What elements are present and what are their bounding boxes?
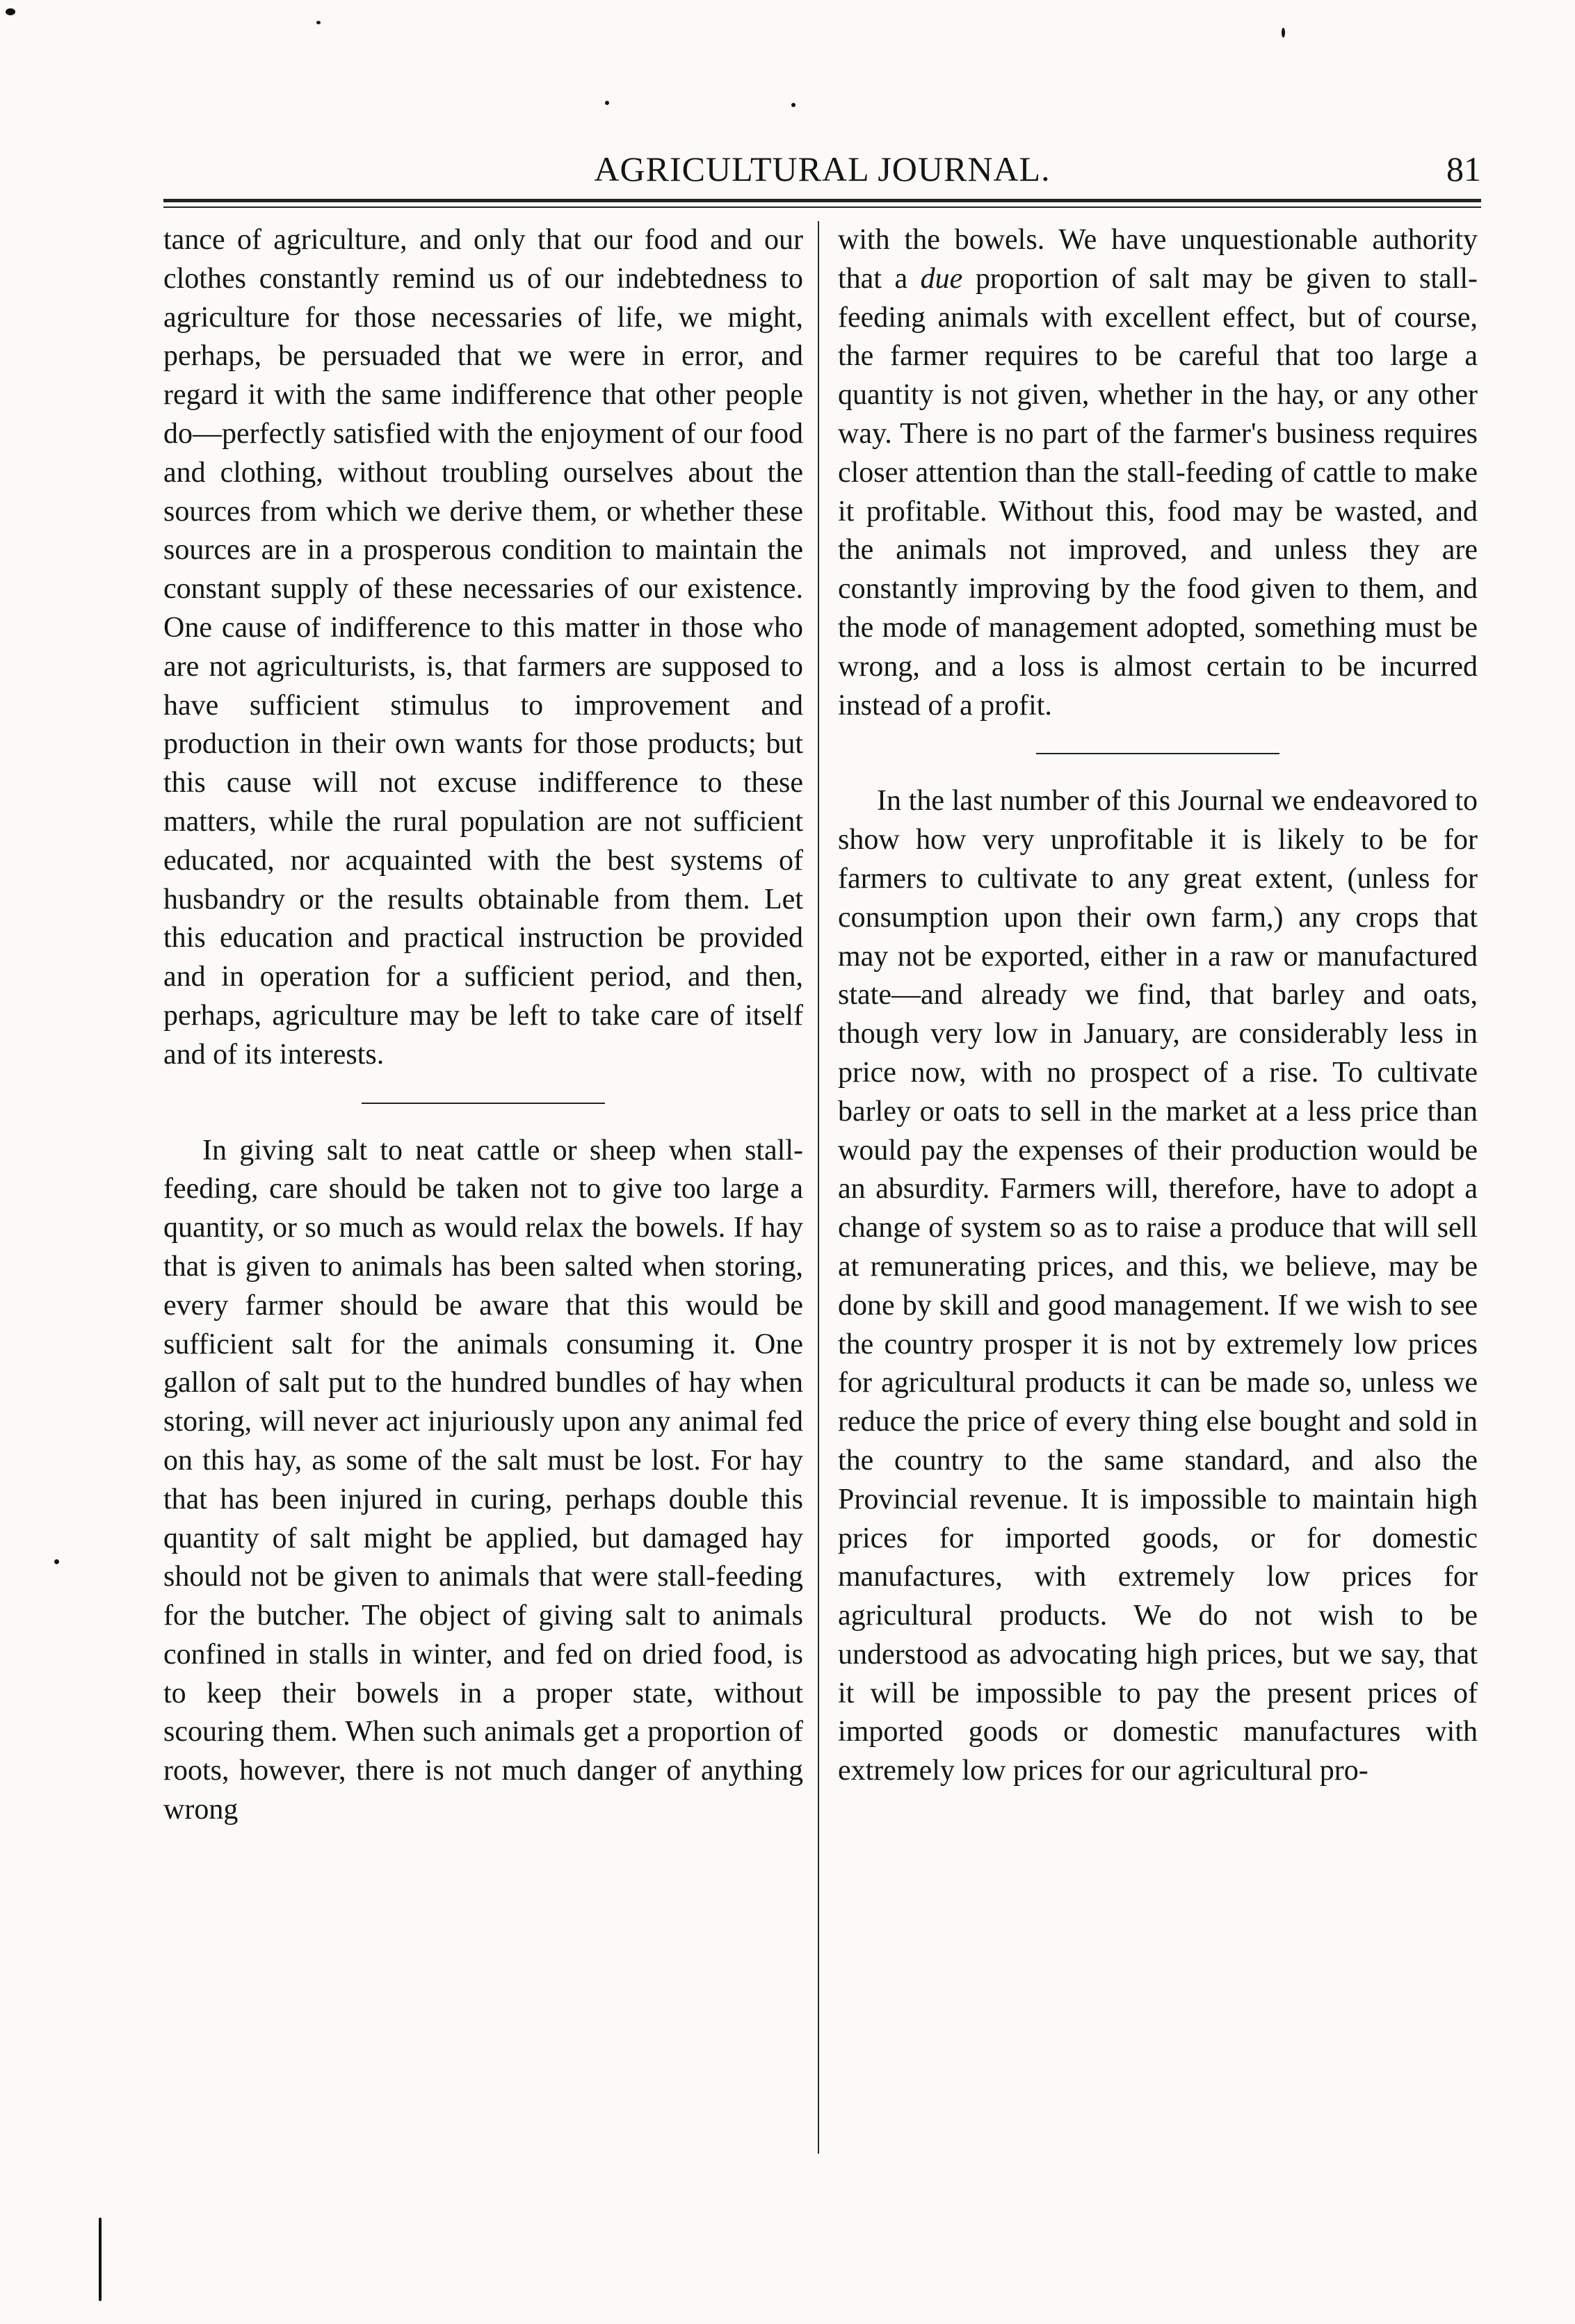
right-paragraph-2: In the last number of this Journal we endeavored to show how very unprofitable it is likely to be for farmers to cultivate to any great extent, (unless for consumption upon their own farm,) any crops that may not be exported, either in a raw or manufactured state—and already we find, that barley and oats, though very low in January, are considerably less in price now, with no prospect of a rise. To cultivate barley or oats to sell in the market at a less price than would pay the expenses of their production would be an absurdity. Farmers will, therefore, have to adopt a change of system so as to raise a produce that will sell at remunerating prices, and this, we believe, may be done by skill and good management. If we wish to see the country prosper it is not by extremely low prices for agricultural products it can be made so, unless we reduce the price of every thing else bought and sold in the country to the same standard, and also the Provincial revenue. It is impossible to maintain high prices for imported goods, or for domestic manufactures, with extremely low prices for agricultural products. We do not wish to be understood as advocating high prices, but we say, that it will be impossible to pay the present prices of imported goods or domestic manufactures with extremely low prices for our agricultural pro- [838,785,1478,1787]
print-mark [99,2218,102,2301]
left-column [163,221,803,1830]
italic-due: due [920,262,963,295]
running-title: AGRICULTURAL JOURNAL. [594,149,1051,188]
print-speck [791,103,795,107]
print-speck [54,1559,59,1564]
print-speck [316,21,321,24]
header-rule-thin [163,206,1481,208]
print-speck [6,8,15,15]
print-speck [605,101,609,105]
page-number: 81 [1446,149,1481,188]
right-paragraph-1-text-b: proportion of salt may be given to stall-feeding animals with excellent effect, but of course, the farmer requires to be careful that too large a quantity is not given, whether in the hay, or any other way. There is no part of the farmer's business requires closer attention than the stall-feeding of cattle to make it profitable. Without this, food may be wasted, and the animals not improved, and unless they are constantly improving by the food given to them, and the mode of management adopted, something must be wrong, and a loss is almost certain to be incurred instead of a profit. [838,262,1478,722]
right-paragraph-1 [838,221,1478,725]
right-paragraph-1-text-a: with the bowels. We have unquestionable authority that a [838,224,1478,295]
page-header [163,146,1481,192]
column-divider [818,221,819,2154]
left-paragraph-2: In giving salt to neat cattle or sheep when stall-feeding, care should be taken not to give too large a quantity, or so much as would relax the bowels. If hay that is given to animals has been salted when storing, every farmer should be aware that this would be sufficient salt for the animals consuming it. One gallon of salt put to the hundred bundles of hay when storing, will never act injuriously upon any animal fed on this hay, as some of the salt must be lost. For hay that has been injured in curing, perhaps double this quantity of salt might be applied, but damaged hay should not be given to animals that were stall-feeding for the butcher. The object of giving salt to animals confined in stalls in winter, and fed on dried food, is to keep their bowels in a proper state, without scouring them. When such animals get a proportion of roots, however, there is not much danger of anything wrong [163,1134,803,1826]
section-divider-right [1036,753,1279,754]
print-speck [1282,28,1285,38]
header-rule-thick [163,199,1481,202]
right-column [838,221,1478,1791]
left-paragraph-1: tance of agriculture, and only that our food and our clothes constantly remind us of our indebtedness to agriculture for those necessaries of life, we might, perhaps, be persuaded that we were in error, and regard it with the same indifference that other people do—perfectly satisfied with the enjoyment of our food and clothing, without troubling ourselves about the sources from which we derive them, or whether these sources are in a prosperous condition to maintain the constant supply of these necessaries of our existence. One cause of indifference to this matter in those who are not agriculturists, is, that farmers are supposed to have sufficient stimulus to improvement and production in their own wants for those products; but this cause will not excuse indifference to these matters, while the rural population are not sufficient educated, nor acquainted with the best systems of husbandry or the results obtainable from them. Let this education and practical instruction be provided and in operation for a sufficient period, and then, perhaps, agriculture may be left to take care of itself and of its interests. [163,224,803,1071]
section-divider-left [362,1103,605,1104]
